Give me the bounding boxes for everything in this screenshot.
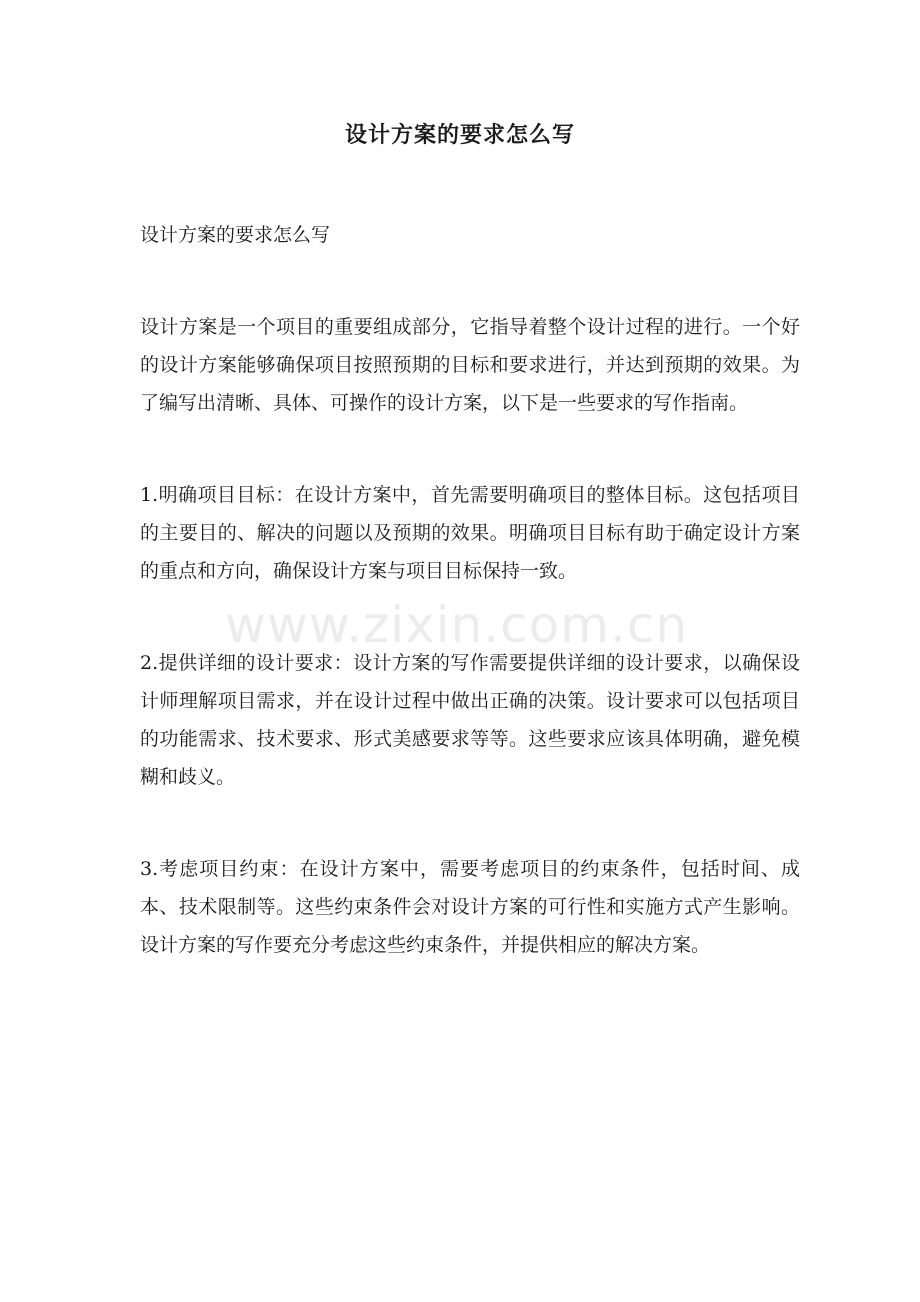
intro-paragraph: 设计方案是一个项目的重要组成部分，它指导着整个设计过程的进行。一个好的设计方案能够确保项目按照预期的目标和要求进行，并达到预期的效果。为了编写出清晰、具体、可操作的设计方案，以下是一些要求的写作指南。 <box>140 316 800 414</box>
document-body <box>140 216 800 1018</box>
paragraph-item-3: 3.考虑项目约束：在设计方案中，需要考虑项目的约束条件，包括时间、成本、技术限制等。这些约束条件会对设计方案的可行性和实施方式产生影响。设计方案的写作要充分考虑这些约束条件，并提供相应的解决方案。 <box>140 858 800 956</box>
watermark-text: www.zixin.com.cn <box>225 596 689 654</box>
paragraph-item-1: 1.明确项目目标：在设计方案中，首先需要明确项目的整体目标。这包括项目的主要目的、解决的问题以及预期的效果。明确项目目标有助于确定设计方案的重点和方向，确保设计方案与项目目标保持一致。 <box>140 484 800 582</box>
document-subtitle: 设计方案的要求怎么写 <box>140 224 331 246</box>
document-title: 设计方案的要求怎么写 <box>344 122 575 148</box>
paragraph-item-2: 2.提供详细的设计要求：设计方案的写作需要提供详细的设计要求，以确保设计师理解项目需求，并在设计过程中做出正确的决策。设计要求可以包括项目的功能需求、技术要求、形式美感要求等等。这些要求应该具体明确，避免模糊和歧义。 <box>140 652 800 788</box>
